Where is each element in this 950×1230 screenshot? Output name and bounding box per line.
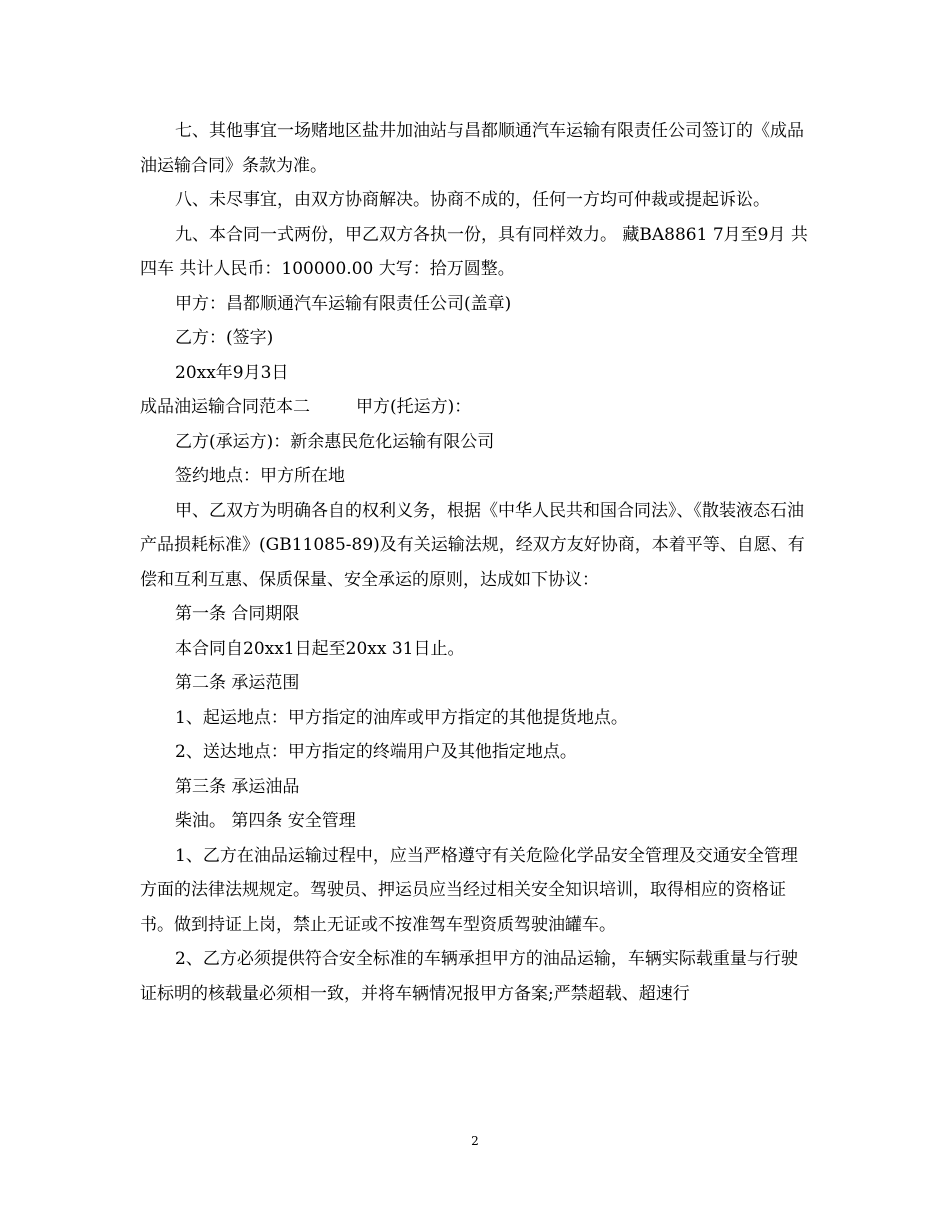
article-four-item-one: 1、乙方在油品运输过程中，应当严格遵守有关危险化学品安全管理及交通安全管理方面的法律法规规定。驾驶员、押运员应当经过相关安全知识培训，取得相应的资格证书。做到持证上岗，禁止无证或不按准驾车型资质驾驶油罐车。	[140, 845, 798, 935]
clause-eight: 八、未尽事宜，由双方协商解决。协商不成的，任何一方均可仲裁或提起诉讼。	[175, 190, 770, 210]
article-one-body: 本合同自20xx1日起至20xx 31日止。	[175, 638, 465, 659]
article-two-title: 第二条 承运范围	[175, 673, 300, 693]
party-b-signature: 乙方：(签字)	[175, 328, 274, 348]
article-two-item-one: 1、起运地点：甲方指定的油库或甲方指定的其他提货地点。	[175, 707, 628, 728]
clause-nine: 九、本合同一式两份，甲乙双方各执一份，具有同样效力。 藏BA8861 7月至9月 共四车 共计人民币：100000.00 大写：拾万圆整。	[140, 224, 808, 279]
article-three-body: 柴油。 第四条 安全管理	[175, 811, 356, 831]
clause-seven: 七、其他事宜一场赌地区盐井加油站与昌都顺通汽车运输有限责任公司签订的《成品油运输合同》条款为准。	[140, 121, 804, 176]
page-number: 2	[471, 1134, 479, 1148]
article-two-item-two: 2、送达地点：甲方指定的终端用户及其他指定地点。	[175, 742, 577, 762]
party-a-consignor: 甲方(托运方)：	[356, 397, 472, 417]
signing-date: 20xx年9月3日	[175, 362, 289, 383]
article-four-item-two: 2、乙方必须提供符合安全标准的车辆承担甲方的油品运输，车辆实际载重量与行驶证标明的核载量必须相一致，并将车辆情况报甲方备案;严禁超载、超速行	[140, 949, 798, 1004]
article-one-title: 第一条 合同期限	[175, 604, 300, 624]
contract-two-heading	[140, 390, 812, 425]
party-b-carrier: 乙方(承运方)：新余惠民危化运输有限公司	[175, 431, 495, 452]
signing-location: 签约地点：甲方所在地	[175, 466, 345, 486]
contract-two-title: 成品油运输合同范本二	[140, 397, 310, 417]
preamble: 甲、乙双方为明确各自的权利义务，根据《中华人民共和国合同法》、《散装液态石油产品损耗标准》(GB11085-89)及有关运输法规，经双方友好协商，本着平等、自愿、有偿和互利互惠、保质保量、安全承运的原则，达成如下协议：	[140, 500, 805, 590]
document-body	[140, 114, 812, 1011]
party-a-signature: 甲方：昌都顺通汽车运输有限责任公司(盖章)	[175, 293, 512, 314]
article-three-title: 第三条 承运油品	[175, 776, 300, 797]
